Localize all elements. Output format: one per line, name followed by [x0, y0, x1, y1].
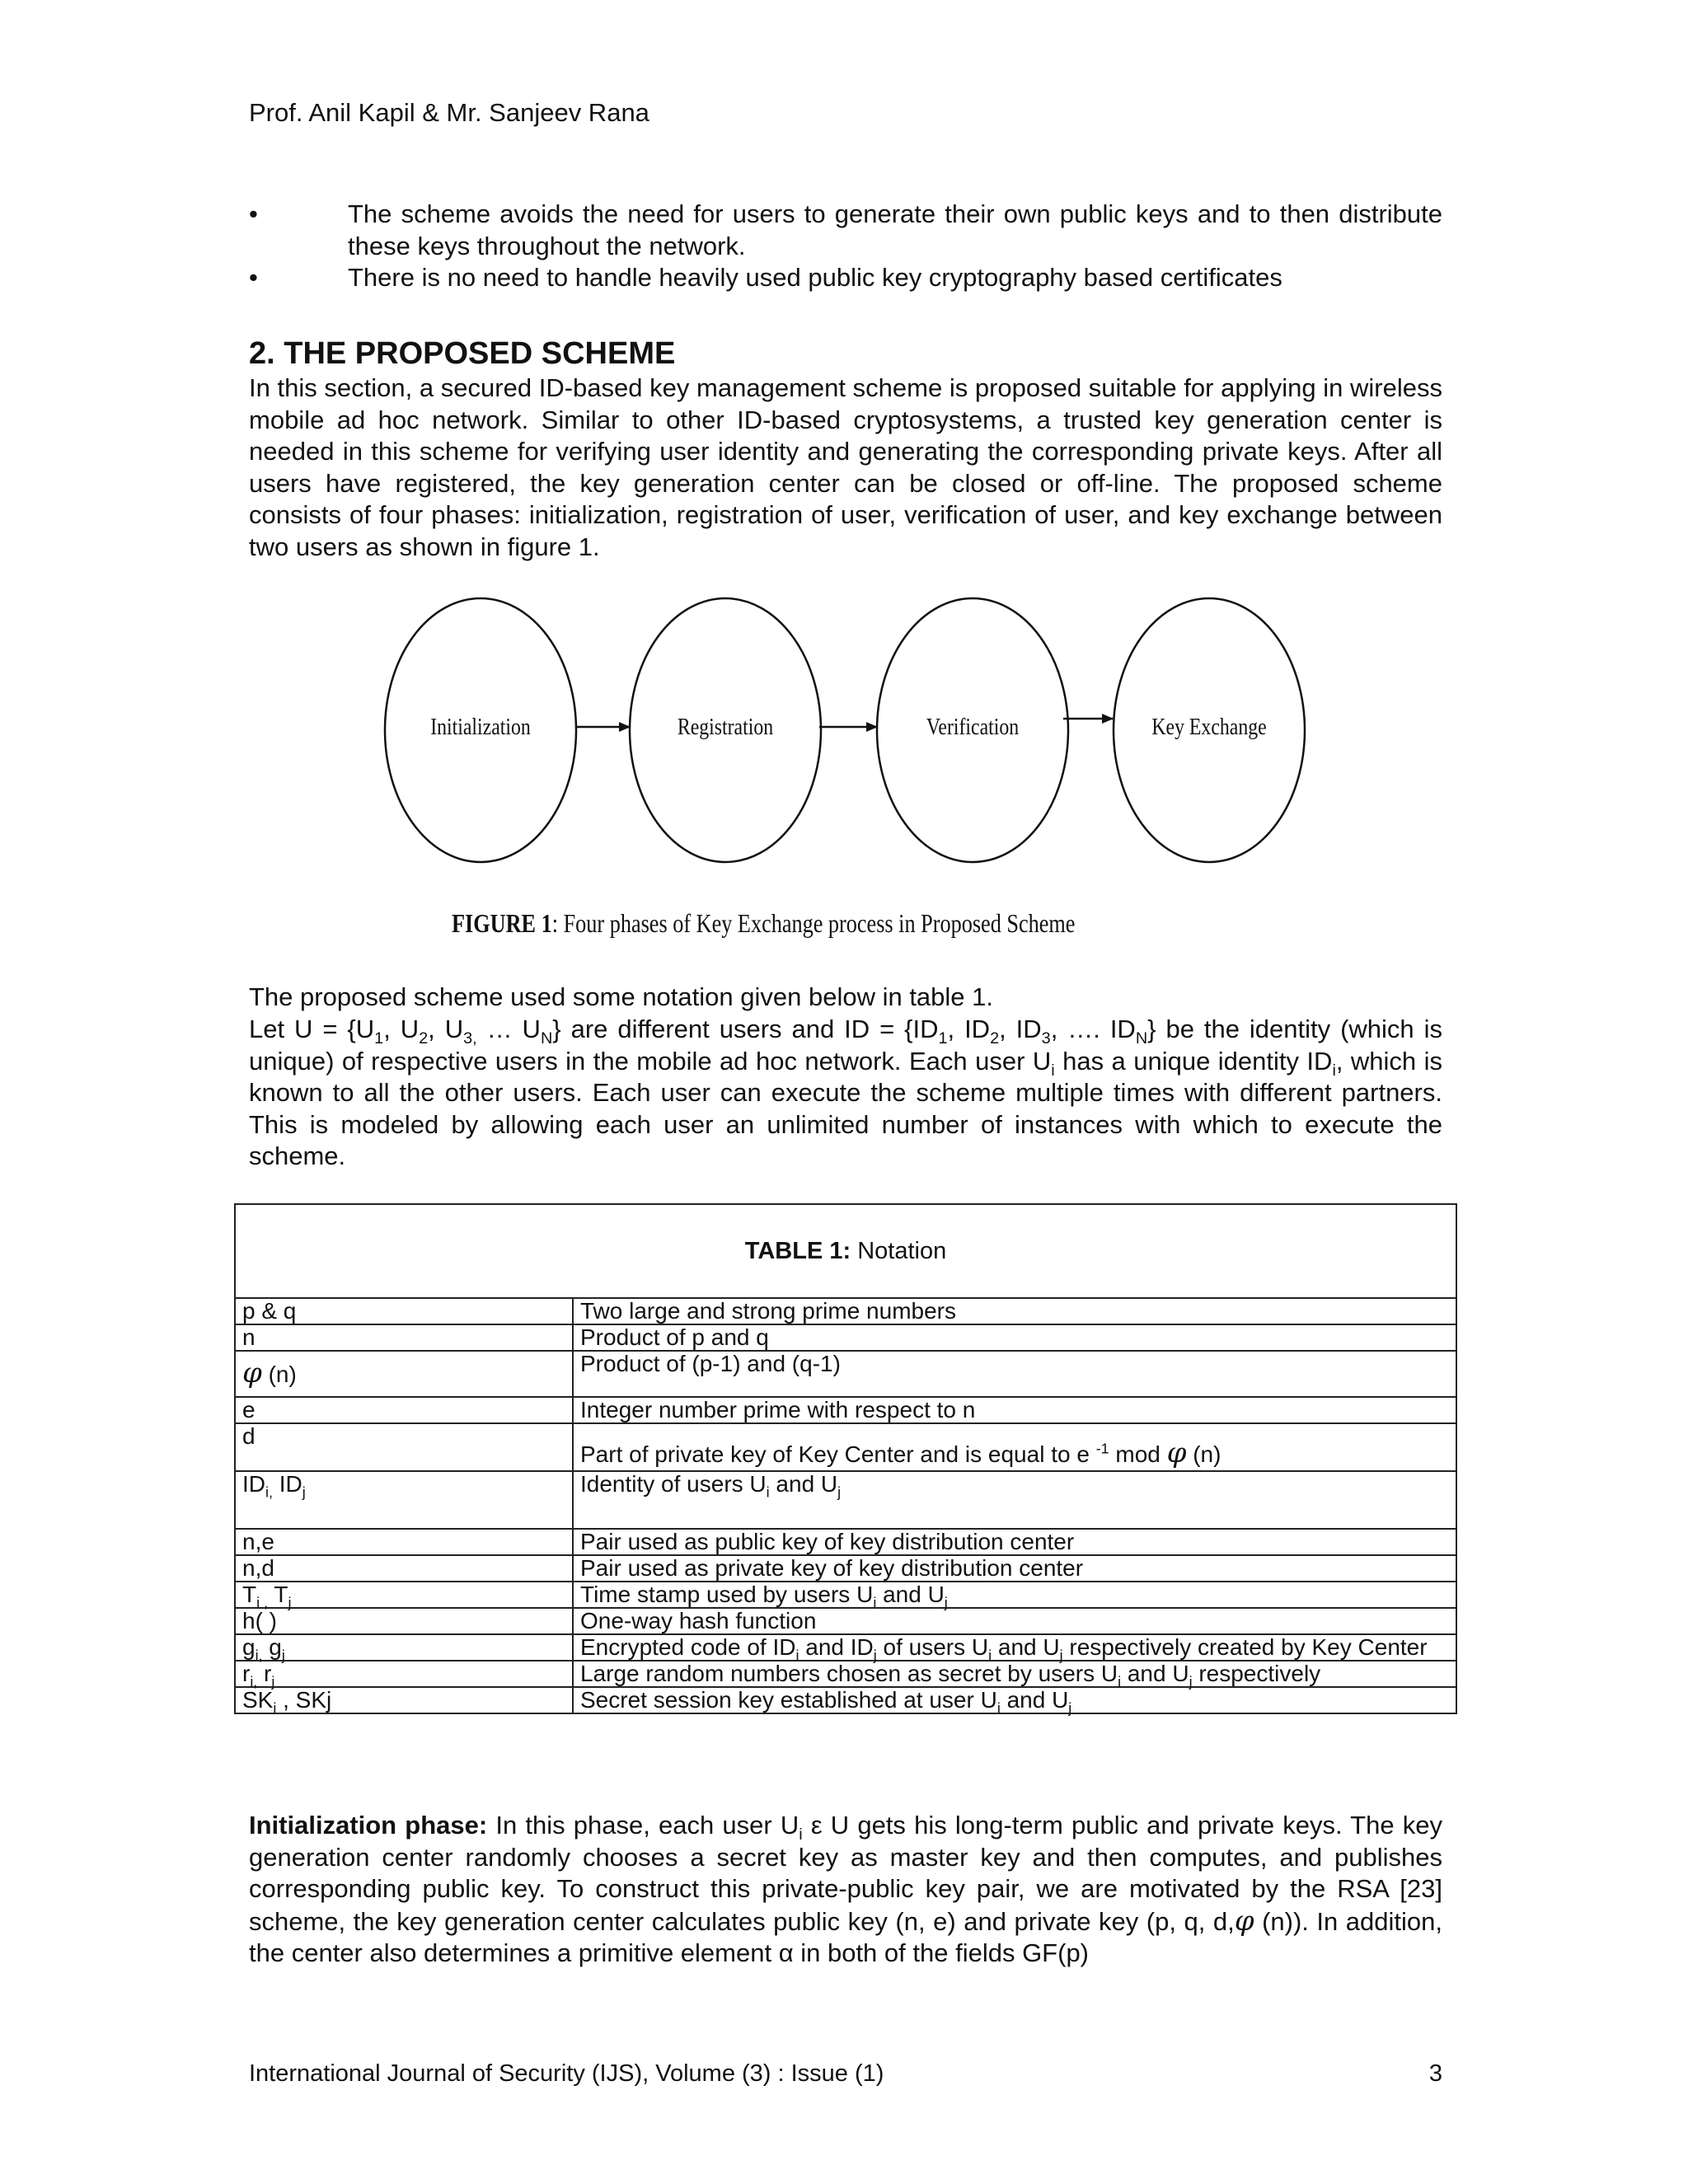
table-row: [235, 1324, 1456, 1351]
bullet-symbol: •: [249, 263, 258, 292]
phases-figure: [363, 593, 1335, 874]
table-row: [235, 1471, 1456, 1529]
phi-symbol: φ: [242, 1357, 262, 1390]
description-cell: Product of (p-1) and (q-1): [573, 1351, 1456, 1397]
table-row: [235, 1582, 1456, 1608]
symbol-cell: $SK_i$ , SKj: [235, 1687, 573, 1713]
table-row: [235, 1351, 1456, 1397]
section-paragraph: In this section, a secured ID-based key management scheme is proposed suitable for applying in wireless mobile ad hoc network. Similar to other ID-based cryptosystems, a trusted key generation center is needed in this scheme for verifying user identity and generating the corresponding private keys. After all users have registered, the key generation center can be closed or off-line. The proposed scheme consists of four phases: initialization, registration of user, verification of user, and key exchange between two users as shown in figure 1.: [249, 373, 1442, 561]
notation-table: [234, 1203, 1457, 1717]
symbol-cell: d: [235, 1423, 573, 1471]
description-cell: Time stamp used by users $U_i$ and $U_j$: [573, 1582, 1456, 1608]
phase-label-initialization: Initialization: [430, 714, 531, 740]
symbol-cell: n,e: [235, 1529, 573, 1555]
table-caption: TABLE 1: Notation: [235, 1204, 1456, 1298]
symbol-cell: $g_{i,}$ $g_j$: [235, 1634, 573, 1661]
phi-symbol: φ: [1234, 1904, 1254, 1938]
symbol-cell: e: [235, 1397, 573, 1423]
table-row: [235, 1608, 1456, 1634]
description-cell: Two large and strong prime numbers: [573, 1298, 1456, 1324]
description-cell: Product of p and q: [573, 1324, 1456, 1351]
section-heading: 2. THE PROPOSED SCHEME: [249, 336, 676, 371]
phase-label-key-exchange: Key Exchange: [1151, 714, 1267, 740]
table-row: [235, 1397, 1456, 1423]
footer-journal: International Journal of Security (IJS), Volume (3) : Issue (1): [249, 2060, 884, 2087]
description-cell: Large random numbers chosen as secret by users $U_i$ and $U_j$ respectively: [573, 1661, 1456, 1687]
bullet-item: The scheme avoids the need for users to generate their own public keys and to then distribute these keys throughout the network.: [348, 199, 1442, 260]
table-row: [235, 1298, 1456, 1324]
symbol-cell: p & q: [235, 1298, 573, 1324]
table-row: [235, 1529, 1456, 1555]
symbol-cell: $r_{i,}$ $r_j$: [235, 1661, 573, 1687]
description-cell: Pair used as public key of key distribution center: [573, 1529, 1456, 1555]
bullet-item: There is no need to handle heavily used public key cryptography based certificates: [348, 263, 1282, 292]
bullet-symbol: •: [249, 199, 258, 228]
running-header: Prof. Anil Kapil & Mr. Sanjeev Rana: [249, 98, 649, 127]
symbol-cell: $ID_{i,}$ $ID_j$: [235, 1471, 573, 1529]
figure-caption-text: : Four phases of Key Exchange process in Proposed Scheme: [551, 908, 1076, 938]
table-row: [235, 1661, 1456, 1687]
description-cell: Pair used as private key of key distribution center: [573, 1555, 1456, 1582]
phi-symbol: φ: [1166, 1436, 1187, 1469]
table-row: [235, 1555, 1456, 1582]
table-title-row: [235, 1204, 1456, 1298]
symbol-cell: n: [235, 1324, 573, 1351]
table-row: [235, 1687, 1456, 1713]
figure-caption-label: FIGURE 1: [452, 908, 552, 938]
initialization-phase-paragraph: Initialization phase: In this phase, each user $U_i$ ε U gets his long-term public and private keys. The key generation center randomly chooses a secret key as master key and then computes, and publishes corresponding public key. To construct this private-public key pair, we are motivated by the RSA [23] scheme, the key generation center calculates public key (n, e) and private key (p, q, d,φ (n)). In addition, the center also determines a primitive element α in both of the fields GF(p): [249, 1811, 1442, 1967]
description-cell: Integer number prime with respect to n: [573, 1397, 1456, 1423]
page-number: 3: [1428, 2060, 1442, 2087]
symbol-cell: φ (n): [235, 1351, 573, 1397]
notation-intro-paragraph: Let $U = \{U_1$, $U_2$, $U_{3,}$ … $U_N$} are different users and ID = {$ID_1$, $ID_2$, $ID_3$, …. $ID_N$} be the identity (which is unique) of respective users in the mobile ad hoc network. Each user $U_i$ has a unique identity $ID_i$, which is known to all the other users. Each user can execute the scheme multiple times with different partners. This is modeled by allowing each user an unlimited number of instances with which to execute the scheme.: [249, 1015, 1442, 1170]
description-cell: Identity of users $U_i$ and $U_j$: [573, 1471, 1456, 1529]
phase-label-registration: Registration: [677, 714, 774, 740]
description-cell: Secret session key established at user $U_i$ and $U_j$: [573, 1687, 1456, 1713]
figure-caption: [452, 908, 1075, 939]
symbol-cell: h( ): [235, 1608, 573, 1634]
symbol-cell: n,d: [235, 1555, 573, 1582]
symbol-cell: $T_{i ,}$ $T_j$: [235, 1582, 573, 1608]
table-row: [235, 1423, 1456, 1471]
description-cell: One-way hash function: [573, 1608, 1456, 1634]
notation-intro-line: The proposed scheme used some notation given below in table 1.: [249, 982, 994, 1011]
description-cell: Part of private key of Key Center and is equal to e $^{-1}$ mod φ (n): [573, 1423, 1456, 1471]
description-cell: Encrypted code of $ID_i$ and $ID_j$ of users $U_i$ and $U_j$ respectively created by Key Center: [573, 1634, 1456, 1661]
initialization-phase-label: Initialization phase:: [249, 1811, 488, 1840]
phase-label-verification: Verification: [926, 714, 1020, 740]
table-row: [235, 1634, 1456, 1661]
